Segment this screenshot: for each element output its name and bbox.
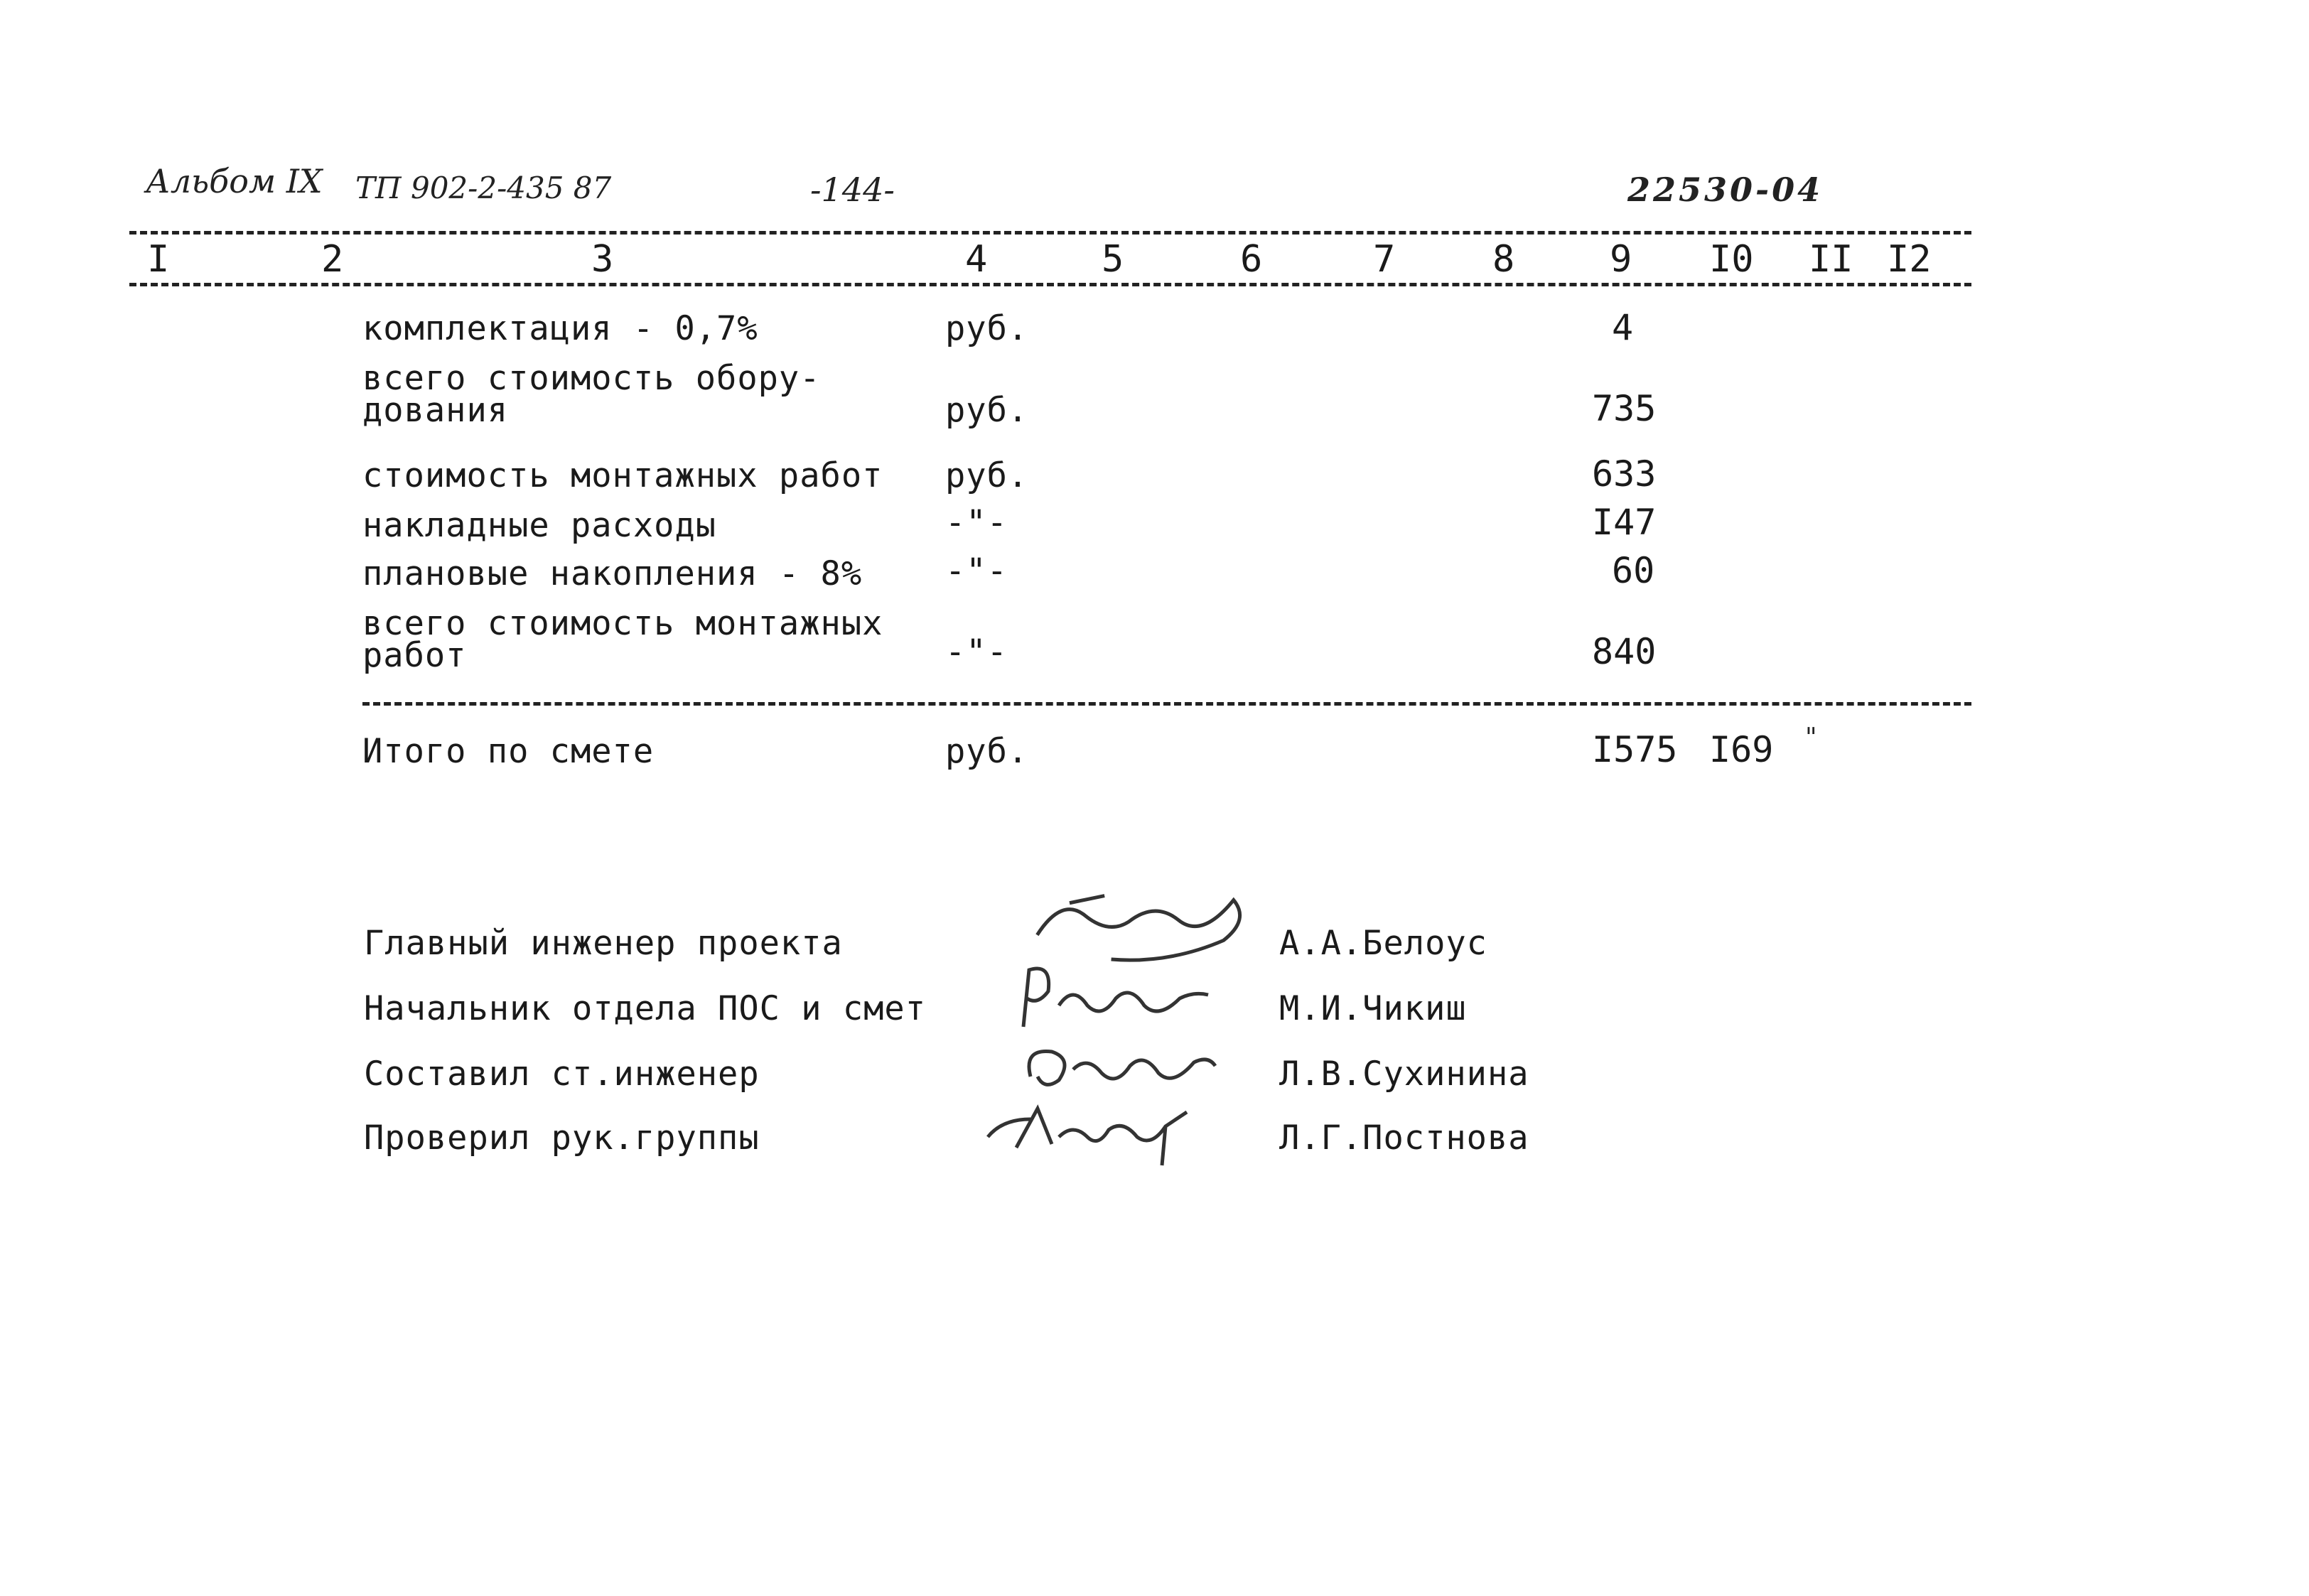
row-name-continuation: работ [362, 636, 467, 675]
total-value: I575 [1592, 729, 1678, 770]
row-value: I47 [1592, 502, 1657, 543]
row-name: плановые накопления - 8% [362, 554, 863, 593]
row-unit: -"- [945, 551, 1008, 591]
signature-role: Главный инженер проекта [364, 924, 843, 963]
header-rule-top [129, 231, 1971, 234]
total-value-col10: I69 [1709, 729, 1774, 770]
row-name: комплектация - 0,7% [362, 309, 758, 348]
signature-name: Л.Г.Постнова [1279, 1118, 1529, 1158]
signature-role: Составил ст.инженер [364, 1055, 760, 1094]
column-header: 2 [321, 238, 344, 281]
row-name-continuation: дования [362, 391, 509, 430]
signature-role: Проверил рук.группы [364, 1118, 760, 1158]
row-name: накладные расходы [362, 506, 717, 545]
column-header: 8 [1492, 238, 1515, 281]
row-value: 60 [1612, 550, 1655, 591]
signature-role: Начальник отдела ПОС и смет [364, 989, 927, 1028]
header-rule-bottom [129, 283, 1971, 286]
signature-handwritten [1009, 956, 1222, 1044]
column-header: I0 [1709, 238, 1754, 281]
column-header: 9 [1610, 238, 1632, 281]
column-header: 5 [1102, 238, 1124, 281]
row-unit: руб. [945, 309, 1029, 348]
signature-handwritten [974, 1098, 1215, 1172]
row-value: 4 [1612, 307, 1634, 348]
row-value: 633 [1592, 453, 1657, 495]
row-unit: руб. [945, 456, 1029, 495]
page-number: -144- [810, 171, 895, 209]
column-header: 4 [965, 238, 988, 281]
project-code: ТП 902-2-435 87 [355, 171, 612, 205]
total-mark: " [1805, 723, 1817, 753]
row-unit: руб. [945, 391, 1029, 430]
signature-name: Л.В.Сухинина [1279, 1055, 1529, 1094]
row-value: 735 [1592, 388, 1657, 429]
total-rule [362, 702, 1971, 706]
column-header: II [1809, 238, 1853, 281]
column-header: 3 [591, 238, 614, 281]
album-label: Альбом IX [146, 162, 323, 200]
column-header: 7 [1373, 238, 1396, 281]
row-name: всего стоимость обору- [362, 359, 821, 398]
column-header: 6 [1240, 238, 1263, 281]
column-header: I2 [1887, 238, 1932, 281]
row-unit: -"- [945, 503, 1008, 542]
row-unit: -"- [945, 632, 1008, 672]
signature-name: А.А.Белоус [1279, 924, 1487, 963]
total-unit: руб. [945, 732, 1029, 771]
row-name: всего стоимость монтажных [362, 604, 883, 643]
row-name: стоимость монтажных работ [362, 456, 883, 495]
total-label: Итого по смете [362, 732, 655, 771]
handwritten-signature-icon [1009, 1034, 1222, 1098]
handwritten-signature-icon [974, 1098, 1215, 1169]
signature-name: М.И.Чикиш [1279, 989, 1467, 1028]
handwritten-signature-icon [1009, 956, 1222, 1041]
document-number: 22530-04 [1627, 171, 1824, 209]
row-value: 840 [1592, 631, 1657, 672]
column-header: I [147, 238, 170, 281]
signature-handwritten [1009, 1034, 1222, 1101]
